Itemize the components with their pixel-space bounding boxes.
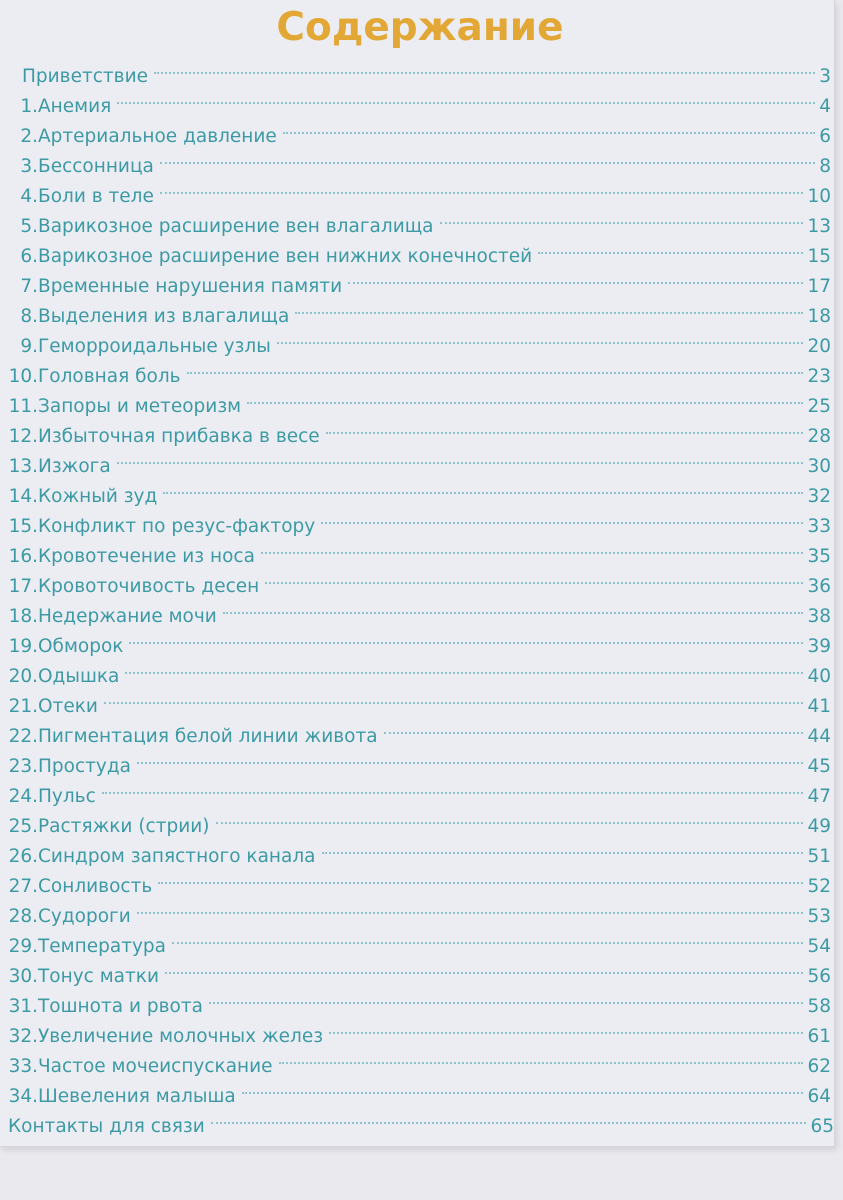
toc-leader-dots (247, 382, 805, 412)
toc-page-number: 56 (807, 966, 831, 987)
toc-page-number: 54 (807, 936, 831, 957)
toc-entry-label: Частое мочеиспускание (38, 1056, 273, 1077)
toc-leader-dots (209, 982, 806, 1012)
toc-entry-label: Синдром запястного канала (38, 846, 316, 867)
toc-entry-label: Варикозное расширение вен нижних конечностей (38, 246, 533, 267)
toc-entry-number: 32. (8, 1026, 38, 1047)
toc-entry-number: 25. (8, 816, 38, 837)
toc-entry[interactable] (0, 412, 834, 447)
toc-entry-label: Пигментация белой линии живота (38, 726, 378, 747)
toc-entry-label: Кровоточивость десен (38, 576, 260, 597)
toc-entry-label: Сонливость (38, 876, 153, 897)
toc-page-number: 28 (807, 426, 831, 447)
toc-entry[interactable] (0, 1072, 834, 1107)
toc-page-number: 47 (807, 786, 831, 807)
toc-entry[interactable] (0, 562, 834, 597)
toc-entry[interactable] (0, 352, 834, 387)
toc-leader-dots (265, 562, 805, 592)
toc-entry-number: 23. (8, 756, 38, 777)
toc-entry[interactable] (0, 202, 834, 237)
toc-entry-contacts[interactable] (0, 1102, 834, 1137)
toc-entry-label: Температура (38, 936, 167, 957)
toc-entry-label: Варикозное расширение вен влагалища (38, 216, 434, 237)
toc-entry[interactable] (0, 112, 834, 147)
toc-entry[interactable] (0, 292, 834, 327)
toc-entry-number: 20. (8, 666, 38, 687)
toc-leader-dots (160, 142, 817, 172)
toc-entry-number: 15. (8, 516, 38, 537)
toc-entry-label: Шевеления малыша (38, 1086, 236, 1107)
toc-entry-label: Изжога (38, 456, 111, 477)
toc-page-number: 51 (807, 846, 831, 867)
toc-leader-dots (129, 622, 805, 652)
toc-leader-dots (117, 442, 806, 472)
toc-entry-label: Запоры и метеоризм (38, 396, 242, 417)
toc-entry-label: Пульс (38, 786, 96, 807)
toc-entry[interactable] (0, 862, 834, 897)
toc-page-number: 44 (807, 726, 831, 747)
toc-entry-number: 17. (8, 576, 38, 597)
toc-entry[interactable] (0, 922, 834, 957)
toc-leader-dots (137, 892, 806, 922)
toc-entry-label: Недержание мочи (38, 606, 217, 627)
toc-entry-label: Приветствие (22, 66, 148, 87)
toc-entry[interactable] (0, 832, 834, 867)
toc-leader-dots (279, 1042, 806, 1072)
toc-entry[interactable] (0, 472, 834, 507)
toc-entry[interactable] (0, 502, 834, 537)
toc-leader-dots (187, 352, 806, 382)
toc-page-number: 8 (819, 156, 831, 177)
toc-page-number: 10 (807, 186, 831, 207)
toc-entry[interactable] (0, 682, 834, 717)
toc-entry-label: Одышка (38, 666, 120, 687)
toc-entry[interactable] (0, 172, 834, 207)
toc-entry-number: 31. (8, 996, 38, 1017)
toc-leader-dots (295, 292, 805, 322)
toc-entry-number: 13. (8, 456, 38, 477)
toc-entry-number: 22. (8, 726, 38, 747)
toc-entry-label: Растяжки (стрии) (38, 816, 210, 837)
toc-entry-label: Временные нарушения памяти (38, 276, 343, 297)
toc-entry[interactable] (0, 382, 834, 417)
toc-entry[interactable] (0, 982, 834, 1017)
toc-page-number: 35 (807, 546, 831, 567)
toc-entry-label: Выделения из влагалища (38, 306, 290, 327)
toc-entry-number: 2. (20, 126, 38, 147)
toc-entry[interactable] (0, 802, 834, 837)
toc-entry-label: Избыточная прибавка в весе (38, 426, 320, 447)
toc-entry[interactable] (0, 262, 834, 297)
toc-leader-dots (242, 1072, 806, 1102)
toc-page-number: 41 (807, 696, 831, 717)
toc-entry-label: Головная боль (38, 366, 181, 387)
toc-page-number: 23 (807, 366, 831, 387)
toc-entry-number: 6. (20, 246, 38, 267)
toc-leader-dots (172, 922, 805, 952)
toc-entry[interactable] (0, 712, 834, 747)
toc-leader-dots (102, 772, 806, 802)
toc-entry-number: 24. (8, 786, 38, 807)
toc-leader-dots (348, 262, 805, 292)
toc-entry-label: Кровотечение из носа (38, 546, 255, 567)
toc-entry-number: 27. (8, 876, 38, 897)
toc-page-number: 18 (807, 306, 831, 327)
toc-leader-dots (158, 862, 805, 892)
toc-entry-number: 16. (8, 546, 38, 567)
toc-leader-dots (277, 322, 806, 352)
toc-leader-dots (538, 232, 805, 262)
toc-entry-number: 8. (20, 306, 38, 327)
toc-entry[interactable] (0, 322, 834, 357)
toc-entry[interactable] (0, 592, 834, 627)
toc-entry-number: 21. (8, 696, 38, 717)
toc-page-number: 32 (807, 486, 831, 507)
toc-page-number: 20 (807, 336, 831, 357)
toc-leader-dots (261, 532, 806, 562)
toc-page-number: 65 (810, 1116, 834, 1137)
toc-entry-number: 18. (8, 606, 38, 627)
toc-page-number: 52 (807, 876, 831, 897)
toc-entry-number: 12. (8, 426, 38, 447)
toc-entry-label: Отеки (38, 696, 98, 717)
toc-entry-number: 26. (8, 846, 38, 867)
toc-entry-label: Судороги (38, 906, 131, 927)
toc-page-number: 4 (819, 96, 831, 117)
toc-page-number: 30 (807, 456, 831, 477)
toc-page-number: 36 (807, 576, 831, 597)
toc-page-number: 6 (819, 126, 831, 147)
toc-entry-number: 10. (8, 366, 38, 387)
toc-page-number: 25 (807, 396, 831, 417)
toc-leader-dots (223, 592, 806, 622)
toc-page-number: 38 (807, 606, 831, 627)
toc-entry-number: 5. (20, 216, 38, 237)
toc-entry-label: Боли в теле (38, 186, 154, 207)
toc-entry-label: Контакты для связи (8, 1116, 205, 1137)
toc-leader-dots (154, 52, 817, 82)
toc-page-number: 58 (807, 996, 831, 1017)
toc-entry[interactable] (0, 892, 834, 927)
toc-entry[interactable] (0, 442, 834, 477)
toc-page-number: 17 (807, 276, 831, 297)
toc-leader-dots (137, 742, 805, 772)
toc-page-number: 53 (807, 906, 831, 927)
toc-page-number: 15 (807, 246, 831, 267)
toc-entry[interactable] (0, 622, 834, 657)
toc-entry-number: 30. (8, 966, 38, 987)
toc-entry[interactable] (0, 652, 834, 687)
toc-leader-dots (163, 472, 805, 502)
toc-leader-dots (326, 412, 806, 442)
toc-leader-dots (117, 82, 817, 112)
table-of-contents (0, 52, 834, 1137)
toc-entry-label: Увеличение молочных желез (38, 1026, 324, 1047)
toc-leader-dots (322, 832, 806, 862)
toc-page-number: 33 (807, 516, 831, 537)
toc-entry-label: Тошнота и рвота (38, 996, 203, 1017)
toc-entry[interactable] (0, 142, 834, 177)
toc-entry-label: Геморроидальные узлы (38, 336, 271, 357)
toc-page-number: 40 (807, 666, 831, 687)
page-title: Содержание (276, 5, 564, 50)
toc-entry-number: 19. (8, 636, 38, 657)
toc-entry[interactable] (0, 1012, 834, 1047)
toc-leader-dots (211, 1102, 809, 1132)
toc-page-number: 45 (807, 756, 831, 777)
toc-entry-number: 9. (20, 336, 38, 357)
toc-entry[interactable] (0, 82, 834, 117)
toc-entry-number: 11. (8, 396, 38, 417)
toc-entry-label: Кожный зуд (38, 486, 158, 507)
toc-entry-number: 4. (20, 186, 38, 207)
toc-entry[interactable] (0, 532, 834, 567)
toc-entry[interactable] (0, 952, 834, 987)
toc-page-number: 62 (807, 1056, 831, 1077)
toc-entry-intro[interactable] (0, 52, 834, 87)
toc-leader-dots (384, 712, 806, 742)
toc-leader-dots (125, 652, 805, 682)
toc-entry[interactable] (0, 1042, 834, 1077)
toc-leader-dots (216, 802, 806, 832)
toc-leader-dots (321, 502, 805, 532)
toc-leader-dots (160, 172, 806, 202)
toc-entry[interactable] (0, 232, 834, 267)
toc-entry-number: 1. (20, 96, 38, 117)
toc-leader-dots (104, 682, 806, 712)
toc-entry-label: Анемия (38, 96, 112, 117)
toc-page-number: 49 (807, 816, 831, 837)
toc-page-number: 13 (807, 216, 831, 237)
toc-entry-number: 33. (8, 1056, 38, 1077)
toc-entry-label: Конфликт по резус-фактору (38, 516, 316, 537)
toc-leader-dots (329, 1012, 805, 1042)
toc-leader-dots (440, 202, 806, 232)
toc-entry-label: Простуда (38, 756, 131, 777)
toc-entry-label: Артериальное давление (38, 126, 277, 147)
toc-leader-dots (165, 952, 805, 982)
toc-entry-label: Бессонница (38, 156, 154, 177)
toc-page-number: 61 (807, 1026, 831, 1047)
toc-entry[interactable] (0, 772, 834, 807)
toc-entry-number: 14. (8, 486, 38, 507)
toc-entry-number: 34. (8, 1086, 38, 1107)
toc-page-number: 39 (807, 636, 831, 657)
toc-entry-label: Тонус матки (38, 966, 159, 987)
toc-entry-number: 3. (20, 156, 38, 177)
toc-page-number: 64 (807, 1086, 831, 1107)
toc-leader-dots (283, 112, 817, 142)
toc-entry-number: 7. (20, 276, 38, 297)
toc-entry-label: Обморок (38, 636, 124, 657)
toc-entry[interactable] (0, 742, 834, 777)
toc-page-number: 3 (819, 66, 831, 87)
toc-entry-number: 28. (8, 906, 38, 927)
toc-entry-number: 29. (8, 936, 38, 957)
